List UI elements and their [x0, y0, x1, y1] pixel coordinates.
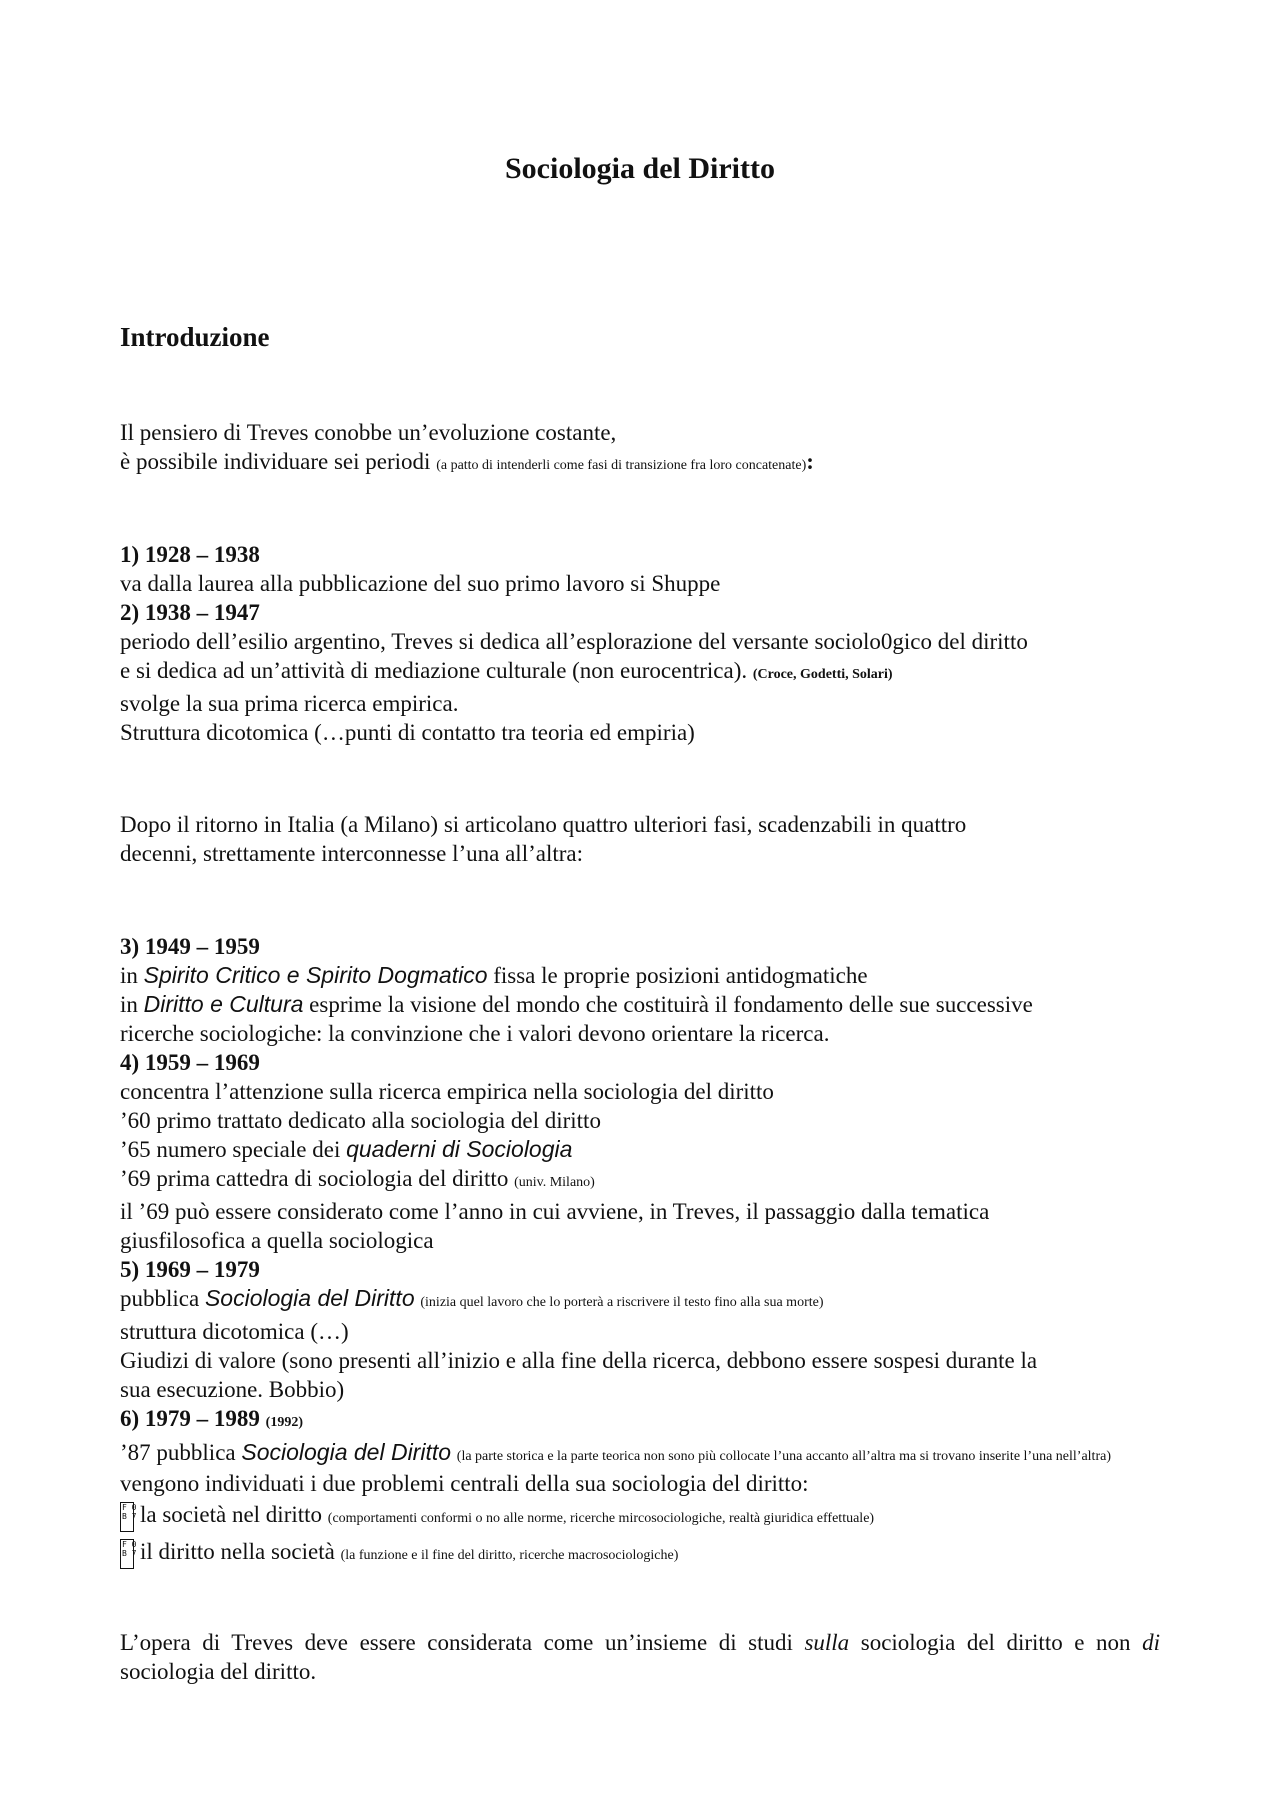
period-4-line-1: concentra l’attenzione sulla ricerca empirica nella sociologia del diritto — [120, 1079, 774, 1104]
period-2-line-3: svolge la sua prima ricerca empirica. — [120, 691, 459, 716]
bullet-2-note: (la funzione e il fine del diritto, ricerche macrosociologiche) — [340, 1548, 679, 1563]
period-5-line-3: Giudizi di valore (sono presenti all’inizio e alla fine della ricerca, debbono essere sospesi durante la — [120, 1348, 1038, 1373]
period-3-line-3: ricerche sociologiche: la convinzione che i valori devono orientare la ricerca. — [120, 1021, 830, 1046]
period-2-line-4: Struttura dicotomica (…punti di contatto tra teoria ed empiria) — [120, 720, 695, 745]
missing-glyph-icon: F 0 B 7 — [120, 1502, 134, 1532]
bullet-1-note: (comportamenti conformi o no alle norme, ricerche mircosociologiche, realtà giuridica effettuale) — [327, 1511, 875, 1526]
period-2-note: (Croce, Godetti, Solari) — [752, 667, 893, 682]
period-5-line-4: sua esecuzione. Bobbio) — [120, 1377, 345, 1402]
missing-glyph-icon: F 0 B 7 — [120, 1539, 134, 1569]
period-5-heading: 5) 1969 – 1979 — [120, 1257, 260, 1282]
period-6-head-note: (1992) — [265, 1415, 303, 1430]
page-title: Sociologia del Diritto — [505, 152, 775, 185]
return-paragraph — [120, 810, 1170, 868]
period-3-line-2: in Diritto e Cultura esprime la visione del mondo che costituirà il fondamento delle sue successive — [120, 991, 1033, 1017]
period-4-line-4: ’69 prima cattedra di sociologia del diritto (univ. Milano) — [120, 1166, 595, 1191]
period-4-line-3: ’65 numero speciale dei quaderni di Sociologia — [120, 1136, 573, 1162]
period-4-heading: 4) 1959 – 1969 — [120, 1050, 260, 1075]
period-1-heading: 1) 1928 – 1938 — [120, 542, 260, 567]
period-4-note: (univ. Milano) — [514, 1175, 595, 1190]
period-1-text: va dalla laurea alla pubblicazione del suo primo lavoro si Shuppe — [120, 571, 721, 596]
intro-note: (a patto di intenderli come fasi di transizione fra loro concatenate) — [436, 458, 807, 473]
period-4-line-5: il ’69 può essere considerato come l’anno in cui avviene, in Treves, il passaggio dalla tematica — [120, 1199, 990, 1224]
period-4-line-2: ’60 primo trattato dedicato alla sociologia del diritto — [120, 1108, 601, 1133]
intro-line-2: è possibile individuare sei periodi (a patto di intenderli come fasi di transizione fra loro concatenate): — [120, 449, 814, 474]
periods-1-2 — [120, 540, 1170, 747]
period-6-heading: 6) 1979 – 1989 (1992) — [120, 1406, 303, 1431]
section-heading-introduzione: Introduzione — [120, 322, 270, 352]
period-6-line-1: ’87 pubblica Sociologia del Diritto (la parte storica e la parte teorica non sono più collocate l’una accanto all’altra ma si trovano inserite l’una nell’altra) — [120, 1439, 1111, 1465]
period-4-line-6: giusfilosofica a quella sociologica — [120, 1228, 434, 1253]
periods-3-6 — [120, 932, 1170, 1570]
period-2-line-2: e si dedica ad un’attività di mediazione culturale (non eurocentrica). (Croce, Godetti, Solari) — [120, 658, 893, 683]
closing-paragraph: L’opera di Treves deve essere considerata come un’insieme di studi sulla sociologia del diritto e non di sociologia del diritto. — [120, 1630, 1160, 1684]
intro-paragraph — [120, 418, 1170, 480]
period-5-line-2: struttura dicotomica (…) — [120, 1319, 349, 1344]
period-6-line-2: vengono individuati i due problemi centrali della sua sociologia del diritto: — [120, 1471, 809, 1496]
period-5-line-1: pubblica Sociologia del Diritto (inizia quel lavoro che lo porterà a riscrivere il testo fino alla sua morte) — [120, 1285, 824, 1311]
period-6-bullet-2: F 0 B 7 il diritto nella società (la funzione e il fine del diritto, ricerche macrosociologiche) — [120, 1537, 1170, 1570]
return-line-1: Dopo il ritorno in Italia (a Milano) si articolano quattro ulteriori fasi, scadenzabili in quattro — [120, 812, 967, 837]
period-6-bullet-1: F 0 B 7 la società nel diritto (comportamenti conformi o no alle norme, ricerche mircosociologiche, realtà giuridica effettuale) — [120, 1500, 1170, 1533]
period-2-line-1: periodo dell’esilio argentino, Treves si dedica all’esplorazione del versante sociolo0gico del diritto — [120, 629, 1028, 654]
period-6-note: (la parte storica e la parte teorica non sono più collocate l’una accanto all’altra ma si trovano inserite l’una nell’altra) — [456, 1449, 1111, 1464]
return-line-2: decenni, strettamente interconnesse l’una all’altra: — [120, 841, 583, 866]
period-2-heading: 2) 1938 – 1947 — [120, 600, 260, 625]
period-3-line-1: in Spirito Critico e Spirito Dogmatico fissa le proprie posizioni antidogmatiche — [120, 962, 868, 988]
period-5-note: (inizia quel lavoro che lo porterà a riscrivere il testo fino alla sua morte) — [420, 1295, 824, 1310]
intro-line-1: Il pensiero di Treves conobbe un’evoluzione costante, — [120, 420, 617, 445]
period-3-heading: 3) 1949 – 1959 — [120, 934, 260, 959]
